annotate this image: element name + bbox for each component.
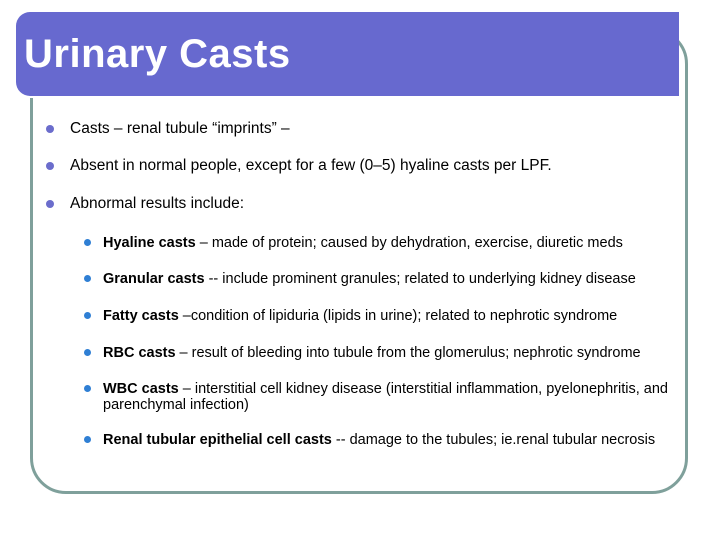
bullet-text: Absent in normal people, except for a few (0–5) hyaline casts per LPF. <box>70 157 552 174</box>
bullet-dot-icon <box>46 125 54 133</box>
sub-bullet-item <box>103 271 703 287</box>
sub-bullet-text: – made of protein; caused by dehydration, exercise, diuretic meds <box>195 235 623 251</box>
sub-bullet-term: Fatty casts <box>103 308 179 324</box>
sub-bullet-text: – interstitial cell kidney disease (interstitial inflammation, pyelonephritis, and parenchymal infection) <box>103 381 668 413</box>
sub-bullet-dot-icon <box>84 275 91 282</box>
sub-bullet-item <box>103 345 703 361</box>
title-divider <box>16 96 670 98</box>
sub-bullet-dot-icon <box>84 239 91 246</box>
bullet-text: Casts – renal tubule “imprints” – <box>70 120 290 137</box>
sub-bullet-term: RBC casts <box>103 345 176 361</box>
bullet-item <box>70 157 552 175</box>
sub-bullet-dot-icon <box>84 385 91 392</box>
sub-bullet-text: -- damage to the tubules; ie.renal tubular necrosis <box>331 432 656 448</box>
bullet-dot-icon <box>46 200 54 208</box>
sub-bullet-dot-icon <box>84 312 91 319</box>
sub-bullet-term: Renal tubular epithelial cell casts <box>103 432 332 448</box>
sub-bullet-dot-icon <box>84 436 91 443</box>
sub-bullet-term: WBC casts <box>103 381 179 397</box>
bullet-dot-icon <box>46 162 54 170</box>
sub-bullet-text: – result of bleeding into tubule from the glomerulus; nephrotic syndrome <box>175 345 641 361</box>
sub-bullet-term: Granular casts <box>103 271 205 287</box>
sub-bullet-item <box>103 381 688 413</box>
bullet-text: Abnormal results include: <box>70 195 245 212</box>
sub-bullet-term: Hyaline casts <box>103 235 196 251</box>
sub-bullet-item <box>103 432 718 448</box>
sub-bullet-item <box>103 308 703 324</box>
sub-bullet-text: –condition of lipiduria (lipids in urine); related to nephrotic syndrome <box>178 308 618 324</box>
sub-bullet-dot-icon <box>84 349 91 356</box>
slide-title: Urinary Casts <box>24 32 291 76</box>
bullet-item <box>70 120 290 138</box>
sub-bullet-item <box>103 235 693 251</box>
bullet-item <box>70 195 244 213</box>
sub-bullet-text: -- include prominent granules; related to underlying kidney disease <box>204 271 636 287</box>
